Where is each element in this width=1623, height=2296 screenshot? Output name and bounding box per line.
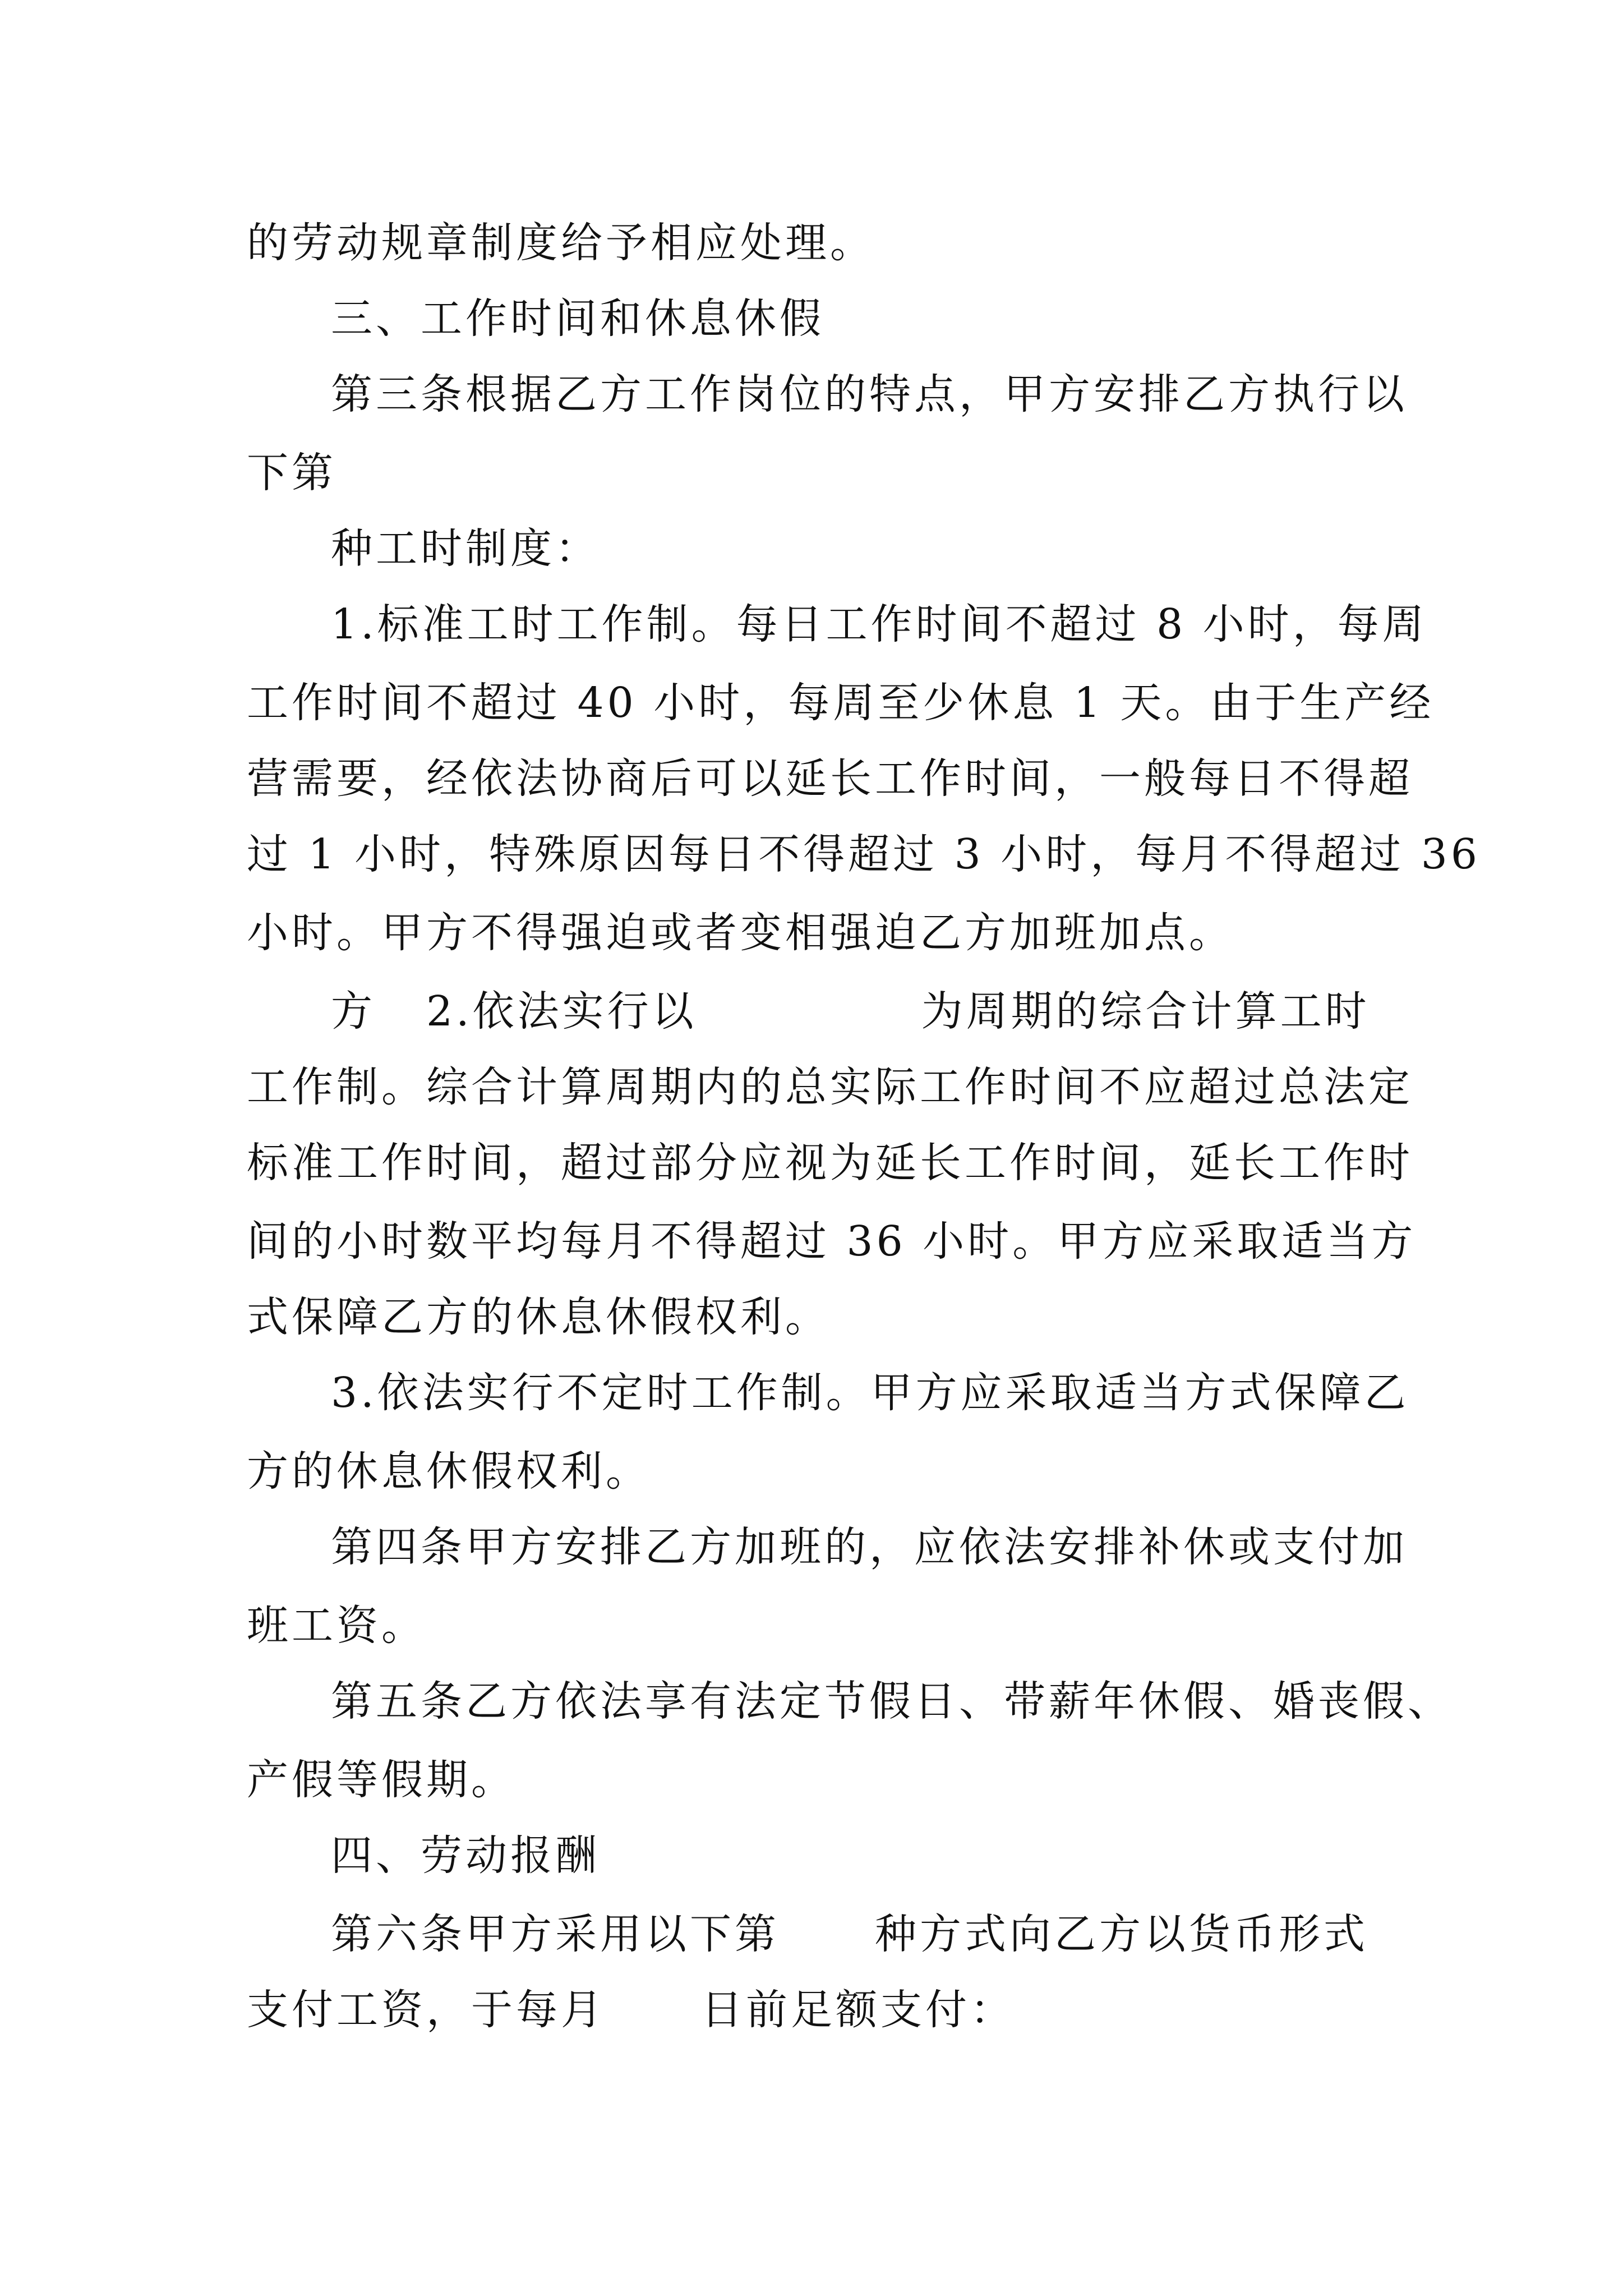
text-line: 方的休息休假权利。 bbox=[247, 1447, 651, 1496]
text-line: 1.标准工时工作制。每日工作时间不超过 8 小时，每周 bbox=[331, 600, 1427, 648]
text-line: 下第 bbox=[247, 449, 336, 497]
text-line: 第四条甲方安排乙方加班的，应依法安排补休或支付加 bbox=[331, 1523, 1408, 1571]
text-line: 式保障乙方的休息休假权利。 bbox=[247, 1293, 830, 1341]
text-line: 产假等假期。 bbox=[247, 1756, 516, 1804]
text-line: 3.依法实行不定时工作制。甲方应采取适当方式保障乙 bbox=[331, 1369, 1409, 1417]
text-line: 班工资。 bbox=[247, 1602, 426, 1650]
text-fragment: 种方式向乙方以货币形式 bbox=[875, 1910, 1368, 1958]
text-fragment: 日前足额支付： bbox=[701, 1986, 1015, 2034]
section-heading: 四、劳动报酬 bbox=[331, 1832, 600, 1880]
text-line: 工作制。综合计算周期内的总实际工作时间不应超过总法定 bbox=[247, 1063, 1413, 1111]
text-line: 营需要，经依法协商后可以延长工作时间，一般每日不得超 bbox=[247, 754, 1413, 803]
section-heading: 三、工作时间和休息休假 bbox=[331, 295, 824, 343]
text-line: 工作时间不超过 40 小时，每周至少休息 1 天。由于生产经 bbox=[247, 679, 1435, 727]
text-line: 的劳动规章制度给予相应处理。 bbox=[247, 219, 875, 267]
text-line: 标准工作时间，超过部分应视为延长工作时间，延长工作时 bbox=[247, 1139, 1413, 1187]
text-line-comprehensive bbox=[331, 984, 1370, 1038]
text-fragment: 第六条甲方采用以下第 bbox=[331, 1910, 780, 1958]
text-line: 种工时制度： bbox=[331, 524, 600, 573]
text-fragment: 为周期的综合计算工时 bbox=[921, 987, 1370, 1036]
text-line: 第五条乙方依法享有法定节假日、带薪年休假、婚丧假、 bbox=[331, 1677, 1453, 1726]
text-line: 过 1 小时，特殊原因每日不得超过 3 小时，每月不得超过 36 bbox=[247, 830, 1481, 878]
text-fragment: 支付工资，于每月 bbox=[247, 1986, 606, 2034]
text-fragment: 2.依法实行以 bbox=[426, 987, 697, 1036]
text-line: 间的小时数平均每月不得超过 36 小时。甲方应采取适当方 bbox=[247, 1217, 1417, 1266]
text-line: 小时。甲方不得强迫或者变相强迫乙方加班加点。 bbox=[247, 909, 1234, 957]
text-line: 第三条根据乙方工作岗位的特点，甲方安排乙方执行以 bbox=[331, 370, 1408, 418]
text-line-article6 bbox=[331, 1907, 1368, 1961]
text-line-payment bbox=[247, 1983, 1015, 2037]
text-fragment: 方 bbox=[331, 987, 376, 1036]
